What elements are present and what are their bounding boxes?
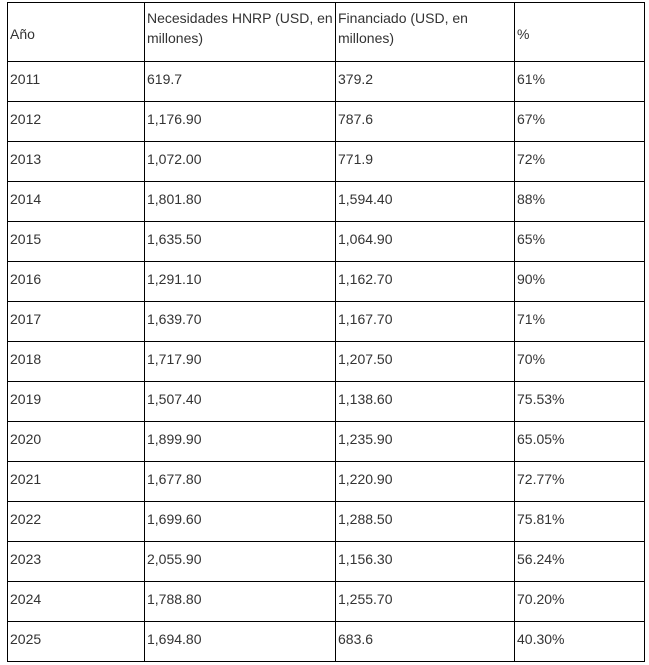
table-row: [8, 62, 645, 102]
cell-year: 2014: [8, 182, 145, 222]
cell-funded: 1,064.90: [336, 222, 515, 262]
cell-funded: 1,255.70: [336, 582, 515, 622]
cell-percent: 67%: [515, 102, 645, 142]
table-row: [8, 182, 645, 222]
cell-percent: 40.30%: [515, 622, 645, 662]
table-row: [8, 142, 645, 182]
cell-year: 2021: [8, 462, 145, 502]
cell-percent: 71%: [515, 302, 645, 342]
cell-funded: 683.6: [336, 622, 515, 662]
table-row: [8, 622, 645, 662]
cell-funded: 1,594.40: [336, 182, 515, 222]
cell-needs: 1,694.80: [145, 622, 336, 662]
cell-needs: 1,635.50: [145, 222, 336, 262]
cell-percent: 75.81%: [515, 502, 645, 542]
cell-funded: 1,167.70: [336, 302, 515, 342]
cell-year: 2011: [8, 62, 145, 102]
header-needs: Necesidades HNRP (USD, en millones): [145, 3, 336, 62]
cell-needs: 1,717.90: [145, 342, 336, 382]
cell-year: 2015: [8, 222, 145, 262]
funding-table: [7, 2, 645, 662]
cell-needs: 619.7: [145, 62, 336, 102]
table-row: [8, 222, 645, 262]
cell-year: 2016: [8, 262, 145, 302]
cell-needs: 1,291.10: [145, 262, 336, 302]
table-row: [8, 342, 645, 382]
cell-percent: 65%: [515, 222, 645, 262]
cell-percent: 90%: [515, 262, 645, 302]
cell-percent: 65.05%: [515, 422, 645, 462]
table-row: [8, 422, 645, 462]
cell-funded: 771.9: [336, 142, 515, 182]
cell-percent: 72.77%: [515, 462, 645, 502]
cell-percent: 56.24%: [515, 542, 645, 582]
cell-funded: 379.2: [336, 62, 515, 102]
cell-funded: 1,138.60: [336, 382, 515, 422]
cell-funded: 1,162.70: [336, 262, 515, 302]
cell-funded: 1,288.50: [336, 502, 515, 542]
cell-percent: 88%: [515, 182, 645, 222]
table-header-row: [8, 3, 645, 62]
table-row: [8, 382, 645, 422]
header-year: Año: [8, 3, 145, 62]
cell-funded: 1,220.90: [336, 462, 515, 502]
table-row: [8, 582, 645, 622]
cell-percent: 61%: [515, 62, 645, 102]
cell-year: 2019: [8, 382, 145, 422]
cell-needs: 1,507.40: [145, 382, 336, 422]
cell-funded: 1,235.90: [336, 422, 515, 462]
table-row: [8, 262, 645, 302]
cell-year: 2022: [8, 502, 145, 542]
cell-year: 2018: [8, 342, 145, 382]
cell-percent: 70.20%: [515, 582, 645, 622]
cell-needs: 1,639.70: [145, 302, 336, 342]
table-row: [8, 102, 645, 142]
cell-year: 2020: [8, 422, 145, 462]
cell-needs: 1,788.80: [145, 582, 336, 622]
cell-year: 2024: [8, 582, 145, 622]
cell-needs: 1,677.80: [145, 462, 336, 502]
cell-percent: 70%: [515, 342, 645, 382]
cell-year: 2017: [8, 302, 145, 342]
cell-year: 2023: [8, 542, 145, 582]
table-row: [8, 542, 645, 582]
cell-percent: 72%: [515, 142, 645, 182]
table-row: [8, 302, 645, 342]
cell-funded: 1,207.50: [336, 342, 515, 382]
cell-needs: 1,176.90: [145, 102, 336, 142]
cell-needs: 1,801.80: [145, 182, 336, 222]
table-row: [8, 462, 645, 502]
cell-year: 2012: [8, 102, 145, 142]
cell-funded: 1,156.30: [336, 542, 515, 582]
cell-needs: 1,072.00: [145, 142, 336, 182]
header-funded: Financiado (USD, en millones): [336, 3, 515, 62]
header-percent: %: [515, 3, 645, 62]
cell-needs: 1,699.60: [145, 502, 336, 542]
cell-needs: 1,899.90: [145, 422, 336, 462]
cell-funded: 787.6: [336, 102, 515, 142]
cell-needs: 2,055.90: [145, 542, 336, 582]
table-row: [8, 502, 645, 542]
cell-year: 2025: [8, 622, 145, 662]
cell-percent: 75.53%: [515, 382, 645, 422]
cell-year: 2013: [8, 142, 145, 182]
